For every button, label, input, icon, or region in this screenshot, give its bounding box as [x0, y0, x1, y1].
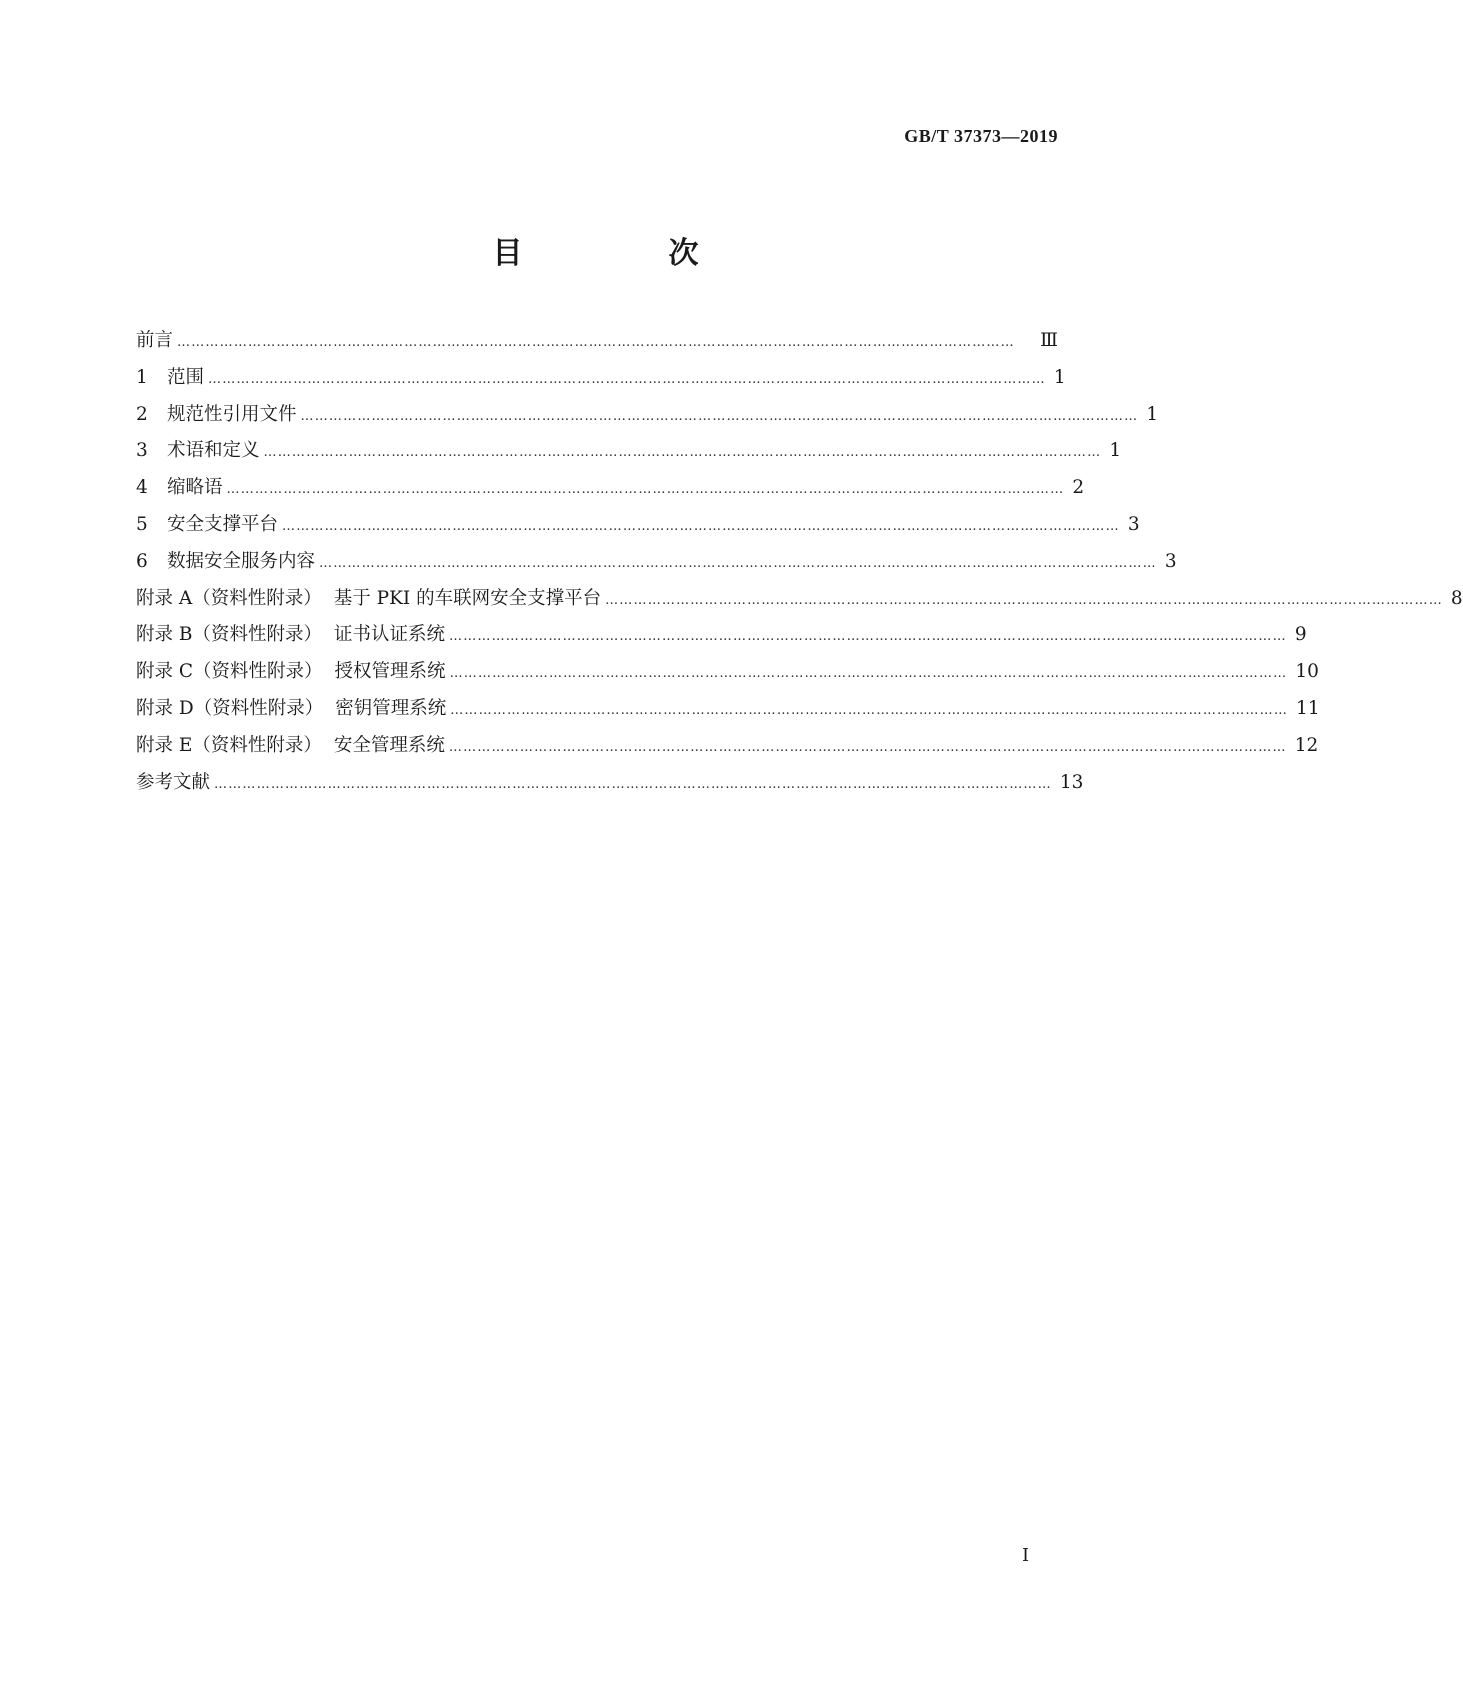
- toc-leader-dots: ……………………………………………………………………………………………………………………………………………………………: [605, 592, 1443, 608]
- toc-page-number: 3: [1127, 513, 1140, 535]
- toc-appendix-prefix: 附录 E（资料性附录）: [136, 734, 322, 756]
- toc-entry-appendix-d[interactable]: [136, 694, 1320, 731]
- toc-page-number: 8: [1450, 587, 1463, 609]
- toc-page-number: 9: [1294, 624, 1307, 646]
- toc-entry-appendix-e[interactable]: [136, 731, 1319, 768]
- toc-entry-label: 5 安全支撑平台: [136, 513, 279, 535]
- toc-appendix-prefix: 附录 A（资料性附录）: [136, 587, 322, 609]
- toc-leader-dots: ……………………………………………………………………………………………………………………………………………………………: [226, 482, 1065, 498]
- table-of-contents: [136, 326, 1463, 804]
- toc-entry-security-platform[interactable]: [136, 510, 1140, 547]
- toc-entry-abbreviations[interactable]: [136, 473, 1085, 510]
- toc-page-number: 10: [1295, 661, 1319, 683]
- toc-appendix-prefix: 附录 D（资料性附录）: [136, 697, 324, 719]
- toc-leader-dots: ……………………………………………………………………………………………………………………………………………………………: [449, 666, 1288, 682]
- footer-page-number: I: [1022, 1545, 1030, 1566]
- toc-entry-number: 5: [136, 513, 148, 535]
- toc-leader-dots: ……………………………………………………………………………………………………………………………………………………………: [300, 408, 1139, 424]
- toc-page-number: 1: [1053, 366, 1066, 388]
- toc-leader-dots: ……………………………………………………………………………………………………………………………………………………………: [449, 629, 1287, 645]
- toc-page-number: 13: [1059, 771, 1084, 793]
- toc-entry-scope[interactable]: [136, 363, 1066, 400]
- toc-entry-label: 附录 C（资料性附录） 授权管理系统: [136, 661, 446, 683]
- toc-entry-data-security-services[interactable]: [136, 547, 1177, 584]
- toc-leader-dots: ……………………………………………………………………………………………………………………………………………………………: [448, 739, 1287, 755]
- toc-entry-terms[interactable]: [136, 436, 1122, 473]
- toc-entry-number: 3: [136, 440, 148, 462]
- toc-leader-dots: ……………………………………………………………………………………………………………………………………………………………: [208, 371, 1046, 387]
- toc-leader-dots: ……………………………………………………………………………………………………………………………………………………………: [263, 445, 1102, 461]
- toc-entry-normative-references[interactable]: [136, 400, 1159, 437]
- toc-leader-dots: ……………………………………………………………………………………………………………………………………………………………: [177, 335, 1015, 350]
- toc-entry-bibliography[interactable]: [136, 768, 1084, 805]
- toc-entry-appendix-a[interactable]: [136, 584, 1463, 621]
- toc-page-number: 1: [1146, 403, 1159, 425]
- toc-leader-dots: ……………………………………………………………………………………………………………………………………………………………: [319, 555, 1157, 571]
- toc-page-number: 11: [1296, 697, 1320, 719]
- toc-entry-number: 4: [136, 477, 148, 499]
- toc-page-number: Ⅲ: [1040, 330, 1058, 351]
- toc-page-number: 2: [1072, 477, 1085, 499]
- toc-page-number: 12: [1294, 734, 1319, 756]
- toc-entry-number: 1: [136, 366, 148, 388]
- toc-page-number: 3: [1164, 550, 1177, 572]
- toc-entry-label: 附录 E（资料性附录） 安全管理系统: [136, 734, 445, 756]
- toc-entry-label: 附录 B（资料性附录） 证书认证系统: [136, 624, 445, 646]
- toc-entry-label: 参考文献: [136, 771, 211, 793]
- toc-entry-label: 4 缩略语: [136, 477, 223, 499]
- toc-entry-label: 2 规范性引用文件: [136, 403, 297, 425]
- toc-leader-dots: ……………………………………………………………………………………………………………………………………………………………: [214, 776, 1052, 792]
- toc-page-number: 1: [1109, 440, 1122, 462]
- toc-leader-dots: ……………………………………………………………………………………………………………………………………………………………: [282, 518, 1120, 534]
- toc-entry-number: 6: [136, 550, 148, 572]
- toc-entry-label: 6 数据安全服务内容: [136, 550, 316, 572]
- toc-entry-appendix-c[interactable]: [136, 657, 1319, 694]
- toc-entry-label: 附录 A（资料性附录） 基于 PKI 的车联网安全支撑平台: [136, 587, 602, 609]
- toc-entry-label: 附录 D（资料性附录） 密钥管理系统: [136, 697, 447, 719]
- toc-appendix-prefix: 附录 B（资料性附录）: [136, 624, 322, 646]
- toc-entry-label: 前言: [136, 330, 174, 351]
- toc-entry-number: 2: [136, 403, 148, 425]
- toc-entry-foreword[interactable]: [136, 326, 1058, 363]
- page-title: 目 次: [492, 236, 757, 271]
- toc-entry-label: 1 范围: [136, 366, 205, 388]
- toc-leader-dots: ……………………………………………………………………………………………………………………………………………………………: [450, 702, 1289, 718]
- toc-appendix-prefix: 附录 C（资料性附录）: [136, 661, 323, 683]
- toc-entry-appendix-b[interactable]: [136, 620, 1307, 657]
- toc-entry-label: 3 术语和定义: [136, 440, 260, 462]
- standard-number: GB/T 37373—2019: [904, 126, 1058, 146]
